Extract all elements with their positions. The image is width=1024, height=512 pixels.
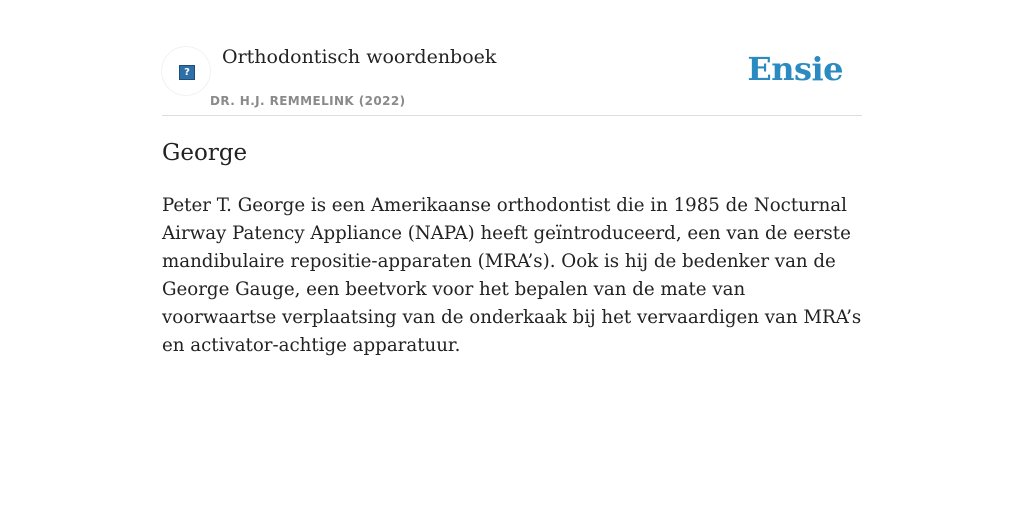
entry-definition: Peter T. George is een Amerikaanse orthodontist die in 1985 de Nocturnal Airway Patency Appliance (NAPA) heeft geïntroduceerd, een van de eerste mandibulaire repositie-apparaten (MRA’s). Ook is hij de bedenker van de George Gauge, een beetvork voor het bepalen van de mate van voorwaartse verplaatsing van de onderkaak bij het vervaardigen van MRA’s en activator-achtige apparatuur.	[162, 195, 862, 356]
ensie-logo[interactable]: Ensie	[747, 50, 843, 88]
dictionary-author: DR. H.J. REMMELINK (2022)	[210, 94, 406, 108]
dictionary-cover[interactable]	[162, 47, 210, 95]
dictionary-title[interactable]: Orthodontisch woordenboek	[222, 46, 497, 68]
dictionary-header	[162, 40, 862, 116]
entry-title: George	[162, 140, 248, 166]
book-cover-icon: ?	[179, 65, 195, 80]
